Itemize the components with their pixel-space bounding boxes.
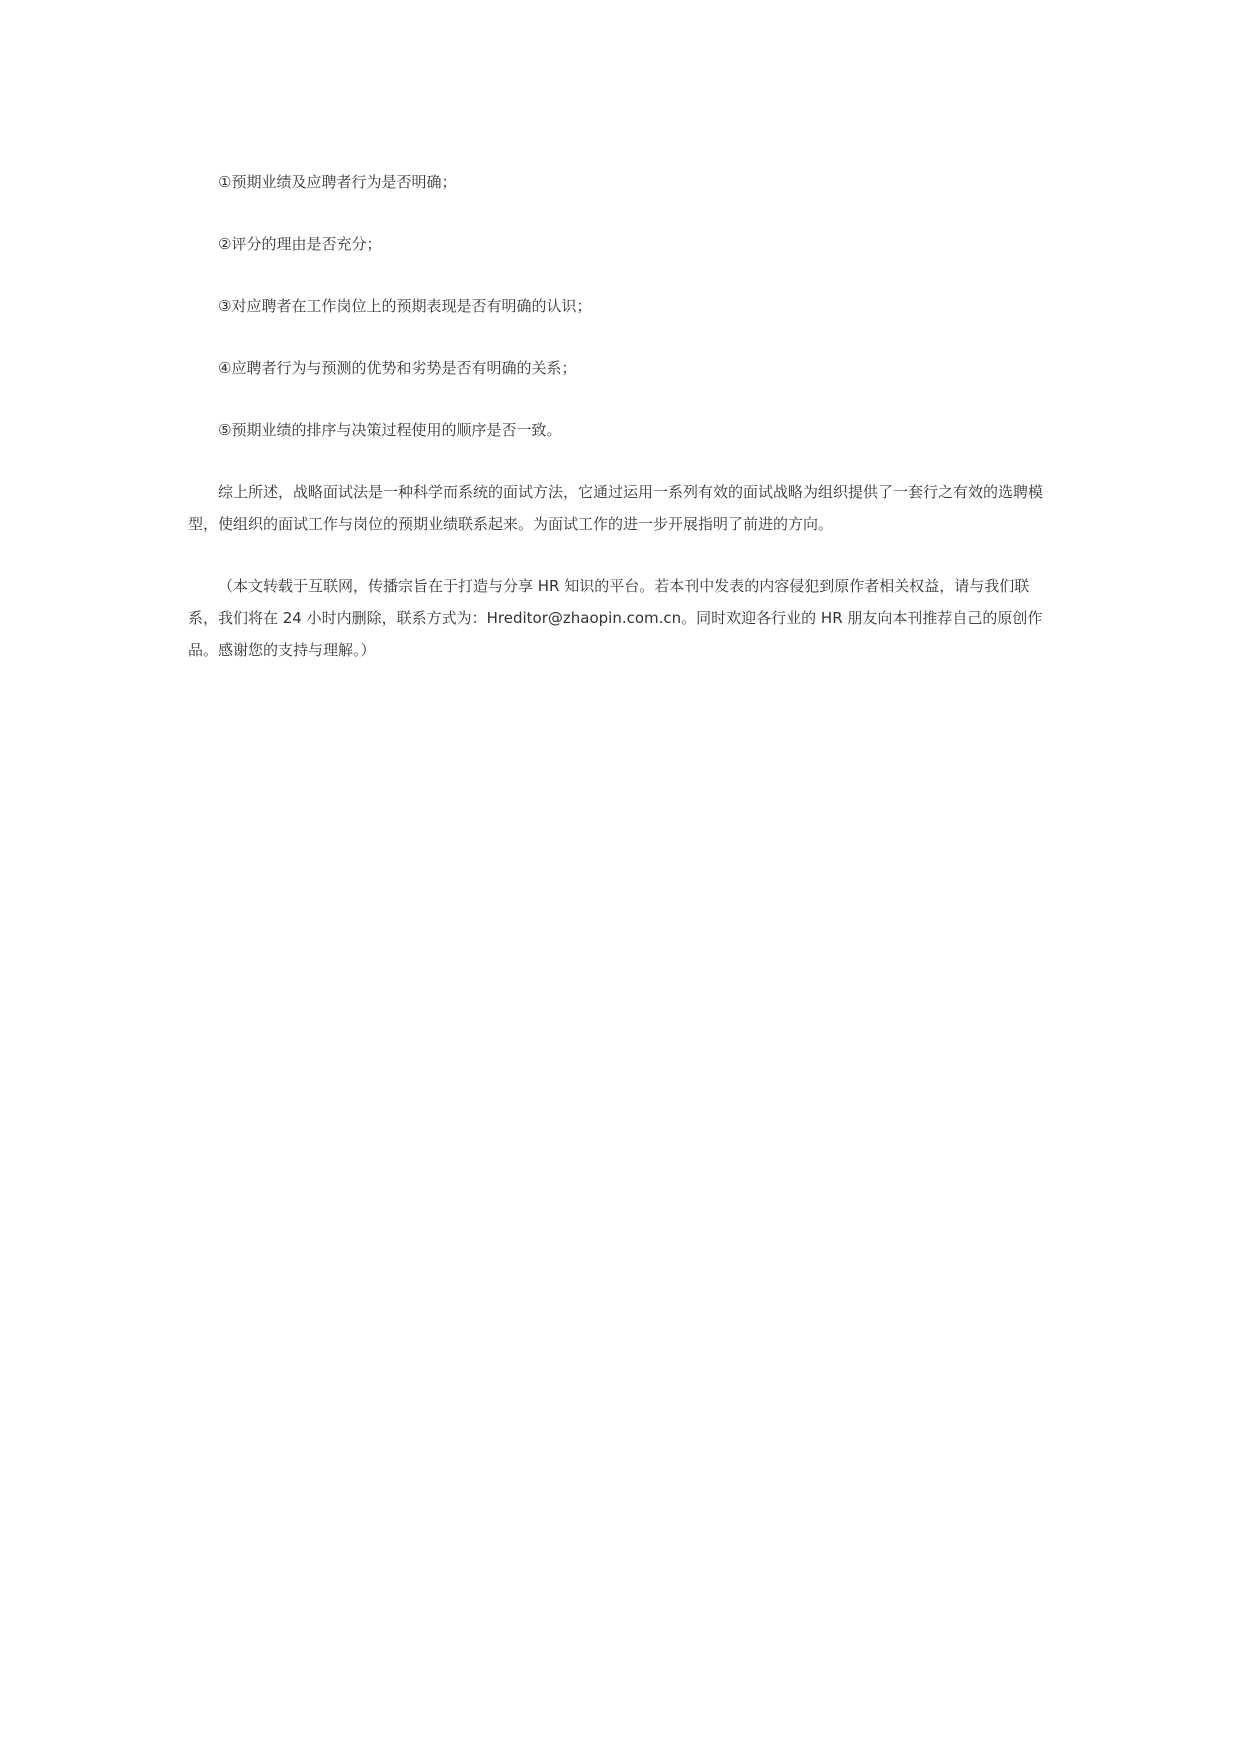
list-item-3: ③对应聘者在工作岗位上的预期表现是否有明确的认识； bbox=[218, 297, 592, 315]
list-item-5: ⑤预期业绩的排序与决策过程使用的顺序是否一致。 bbox=[218, 421, 562, 439]
document-body bbox=[188, 166, 1054, 666]
list-item-4: ④应聘者行为与预测的优势和劣势是否有明确的关系； bbox=[218, 359, 577, 377]
summary-paragraph: 综上所述，战略面试法是一种科学而系统的面试方法，它通过运用一系列有效的面试战略为组织提供了一套行之有效的选聘模型，使组织的面试工作与岗位的预期业绩联系起来。为面试工作的进一步开展指明了前进的方向。 bbox=[188, 483, 1044, 533]
reprint-note: （本文转载于互联网，传播宗旨在于打造与分享 HR 知识的平台。若本刊中发表的内容侵犯到原作者相关权益，请与我们联系，我们将在 24 小时内删除，联系方式为：Hreditor@zhaopin.com.cn。同时欢迎各行业的 HR 朋友向本刊推荐自己的原创作品。感谢您的支持与理解。） bbox=[188, 577, 1043, 659]
list-item-1: ①预期业绩及应聘者行为是否明确； bbox=[218, 173, 457, 191]
list-item-2: ②评分的理由是否充分； bbox=[218, 235, 382, 253]
